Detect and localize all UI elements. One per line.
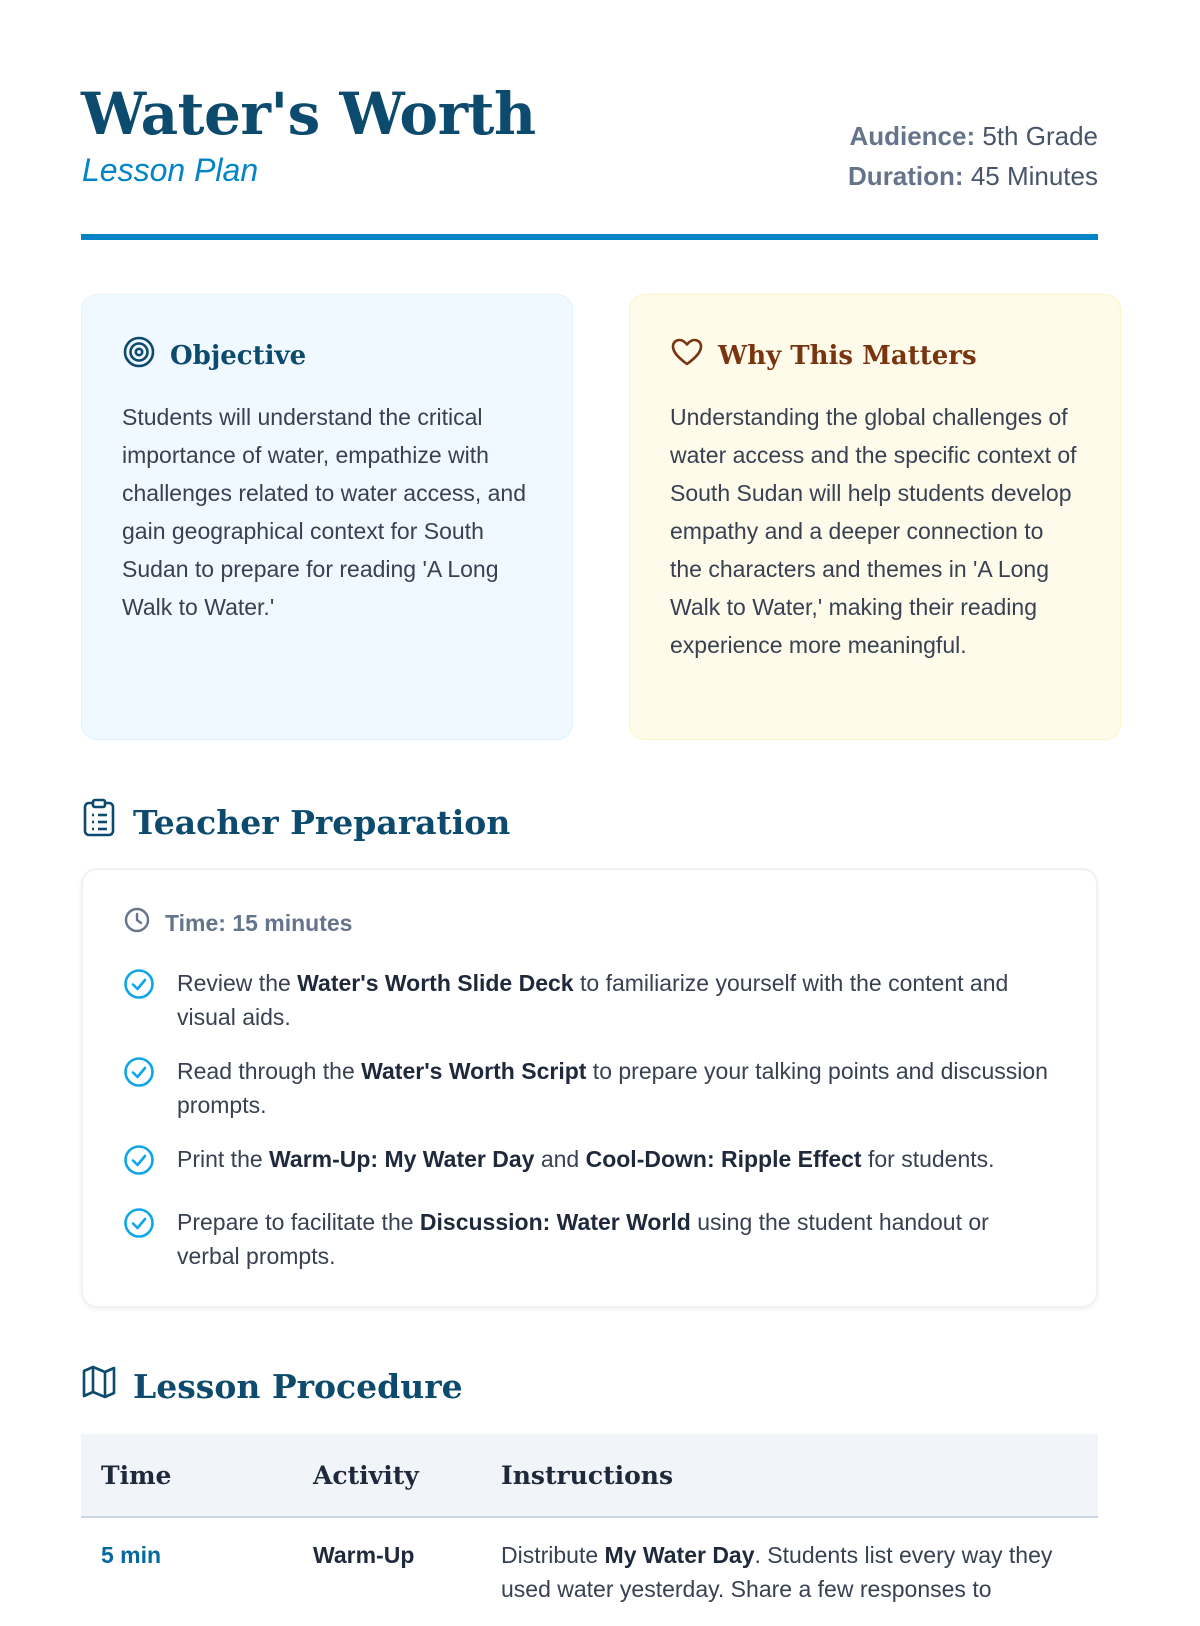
objective-title: Objective (170, 340, 307, 371)
audience-line (848, 116, 1098, 156)
objective-text: Students will understand the critical importance of water, empathize with challenges related to water access, and gain geographical context for South Sudan to prepare for reading 'A Long Walk to Water.' (122, 404, 527, 620)
list-item-text: Read through the Water's Worth Script to prepare your talking points and discussion prompts. (177, 1058, 1048, 1118)
check-circle-icon (123, 1144, 155, 1185)
preparation-time-text: Time: 15 minutes (165, 909, 353, 936)
audience-label: Audience: (849, 121, 976, 151)
column-header-time: Time (81, 1434, 293, 1517)
column-header-instructions: Instructions (481, 1434, 1098, 1517)
list-item (123, 1142, 1056, 1185)
why-title: Why This Matters (718, 340, 977, 371)
target-icon (122, 335, 156, 376)
header (81, 0, 1098, 240)
preparation-list (123, 966, 1056, 1273)
duration-value: 45 Minutes (970, 161, 1098, 191)
column-header-activity: Activity (293, 1434, 481, 1517)
summary-cards (81, 294, 1098, 740)
list-item-text: Review the Water's Worth Slide Deck to familiarize yourself with the content and visual aids. (177, 970, 1009, 1030)
page-subtitle: Lesson Plan (82, 152, 259, 188)
table-header-row (81, 1434, 1098, 1517)
list-item-text: Prepare to facilitate the Discussion: Water World using the student handout or verbal prompts. (177, 1209, 989, 1269)
list-item (123, 1054, 1056, 1122)
list-item (123, 966, 1056, 1034)
check-circle-icon (123, 1056, 155, 1097)
why-card (629, 294, 1121, 740)
why-heading (670, 335, 1080, 376)
procedure-heading (81, 1364, 463, 1408)
map-icon (81, 1364, 117, 1408)
row-instructions: Distribute My Water Day. Students list every way they used water yesterday. Share a few responses to (501, 1542, 1053, 1602)
objective-heading (122, 335, 532, 376)
duration-line (848, 156, 1098, 196)
check-circle-icon (123, 968, 155, 1009)
why-text: Understanding the global challenges of water access and the specific context of South Sudan will help students develop empathy and a deeper connection to the characters and themes in 'A Long Walk to Water,' making their reading experience more meaningful. (670, 404, 1077, 658)
procedure-table (81, 1434, 1098, 1626)
row-activity: Warm-Up (313, 1542, 415, 1568)
preparation-title: Teacher Preparation (133, 802, 511, 842)
clipboard-icon (81, 798, 117, 846)
header-divider (81, 234, 1098, 240)
list-item-text: Print the Warm-Up: My Water Day and Cool-Down: Ripple Effect for students. (177, 1146, 995, 1172)
check-circle-icon (123, 1207, 155, 1248)
procedure-title: Lesson Procedure (133, 1366, 463, 1406)
table-row (81, 1517, 1098, 1626)
duration-label: Duration: (848, 161, 964, 191)
lesson-meta (848, 116, 1098, 196)
preparation-box (81, 868, 1098, 1308)
preparation-time (123, 906, 1056, 940)
clock-icon (123, 906, 151, 940)
audience-value: 5th Grade (982, 121, 1098, 151)
preparation-heading (81, 798, 510, 846)
page-title: Water's Worth (81, 80, 536, 148)
objective-card (81, 294, 573, 740)
heart-icon (670, 335, 704, 376)
list-item (123, 1205, 1056, 1273)
row-time: 5 min (101, 1542, 162, 1568)
